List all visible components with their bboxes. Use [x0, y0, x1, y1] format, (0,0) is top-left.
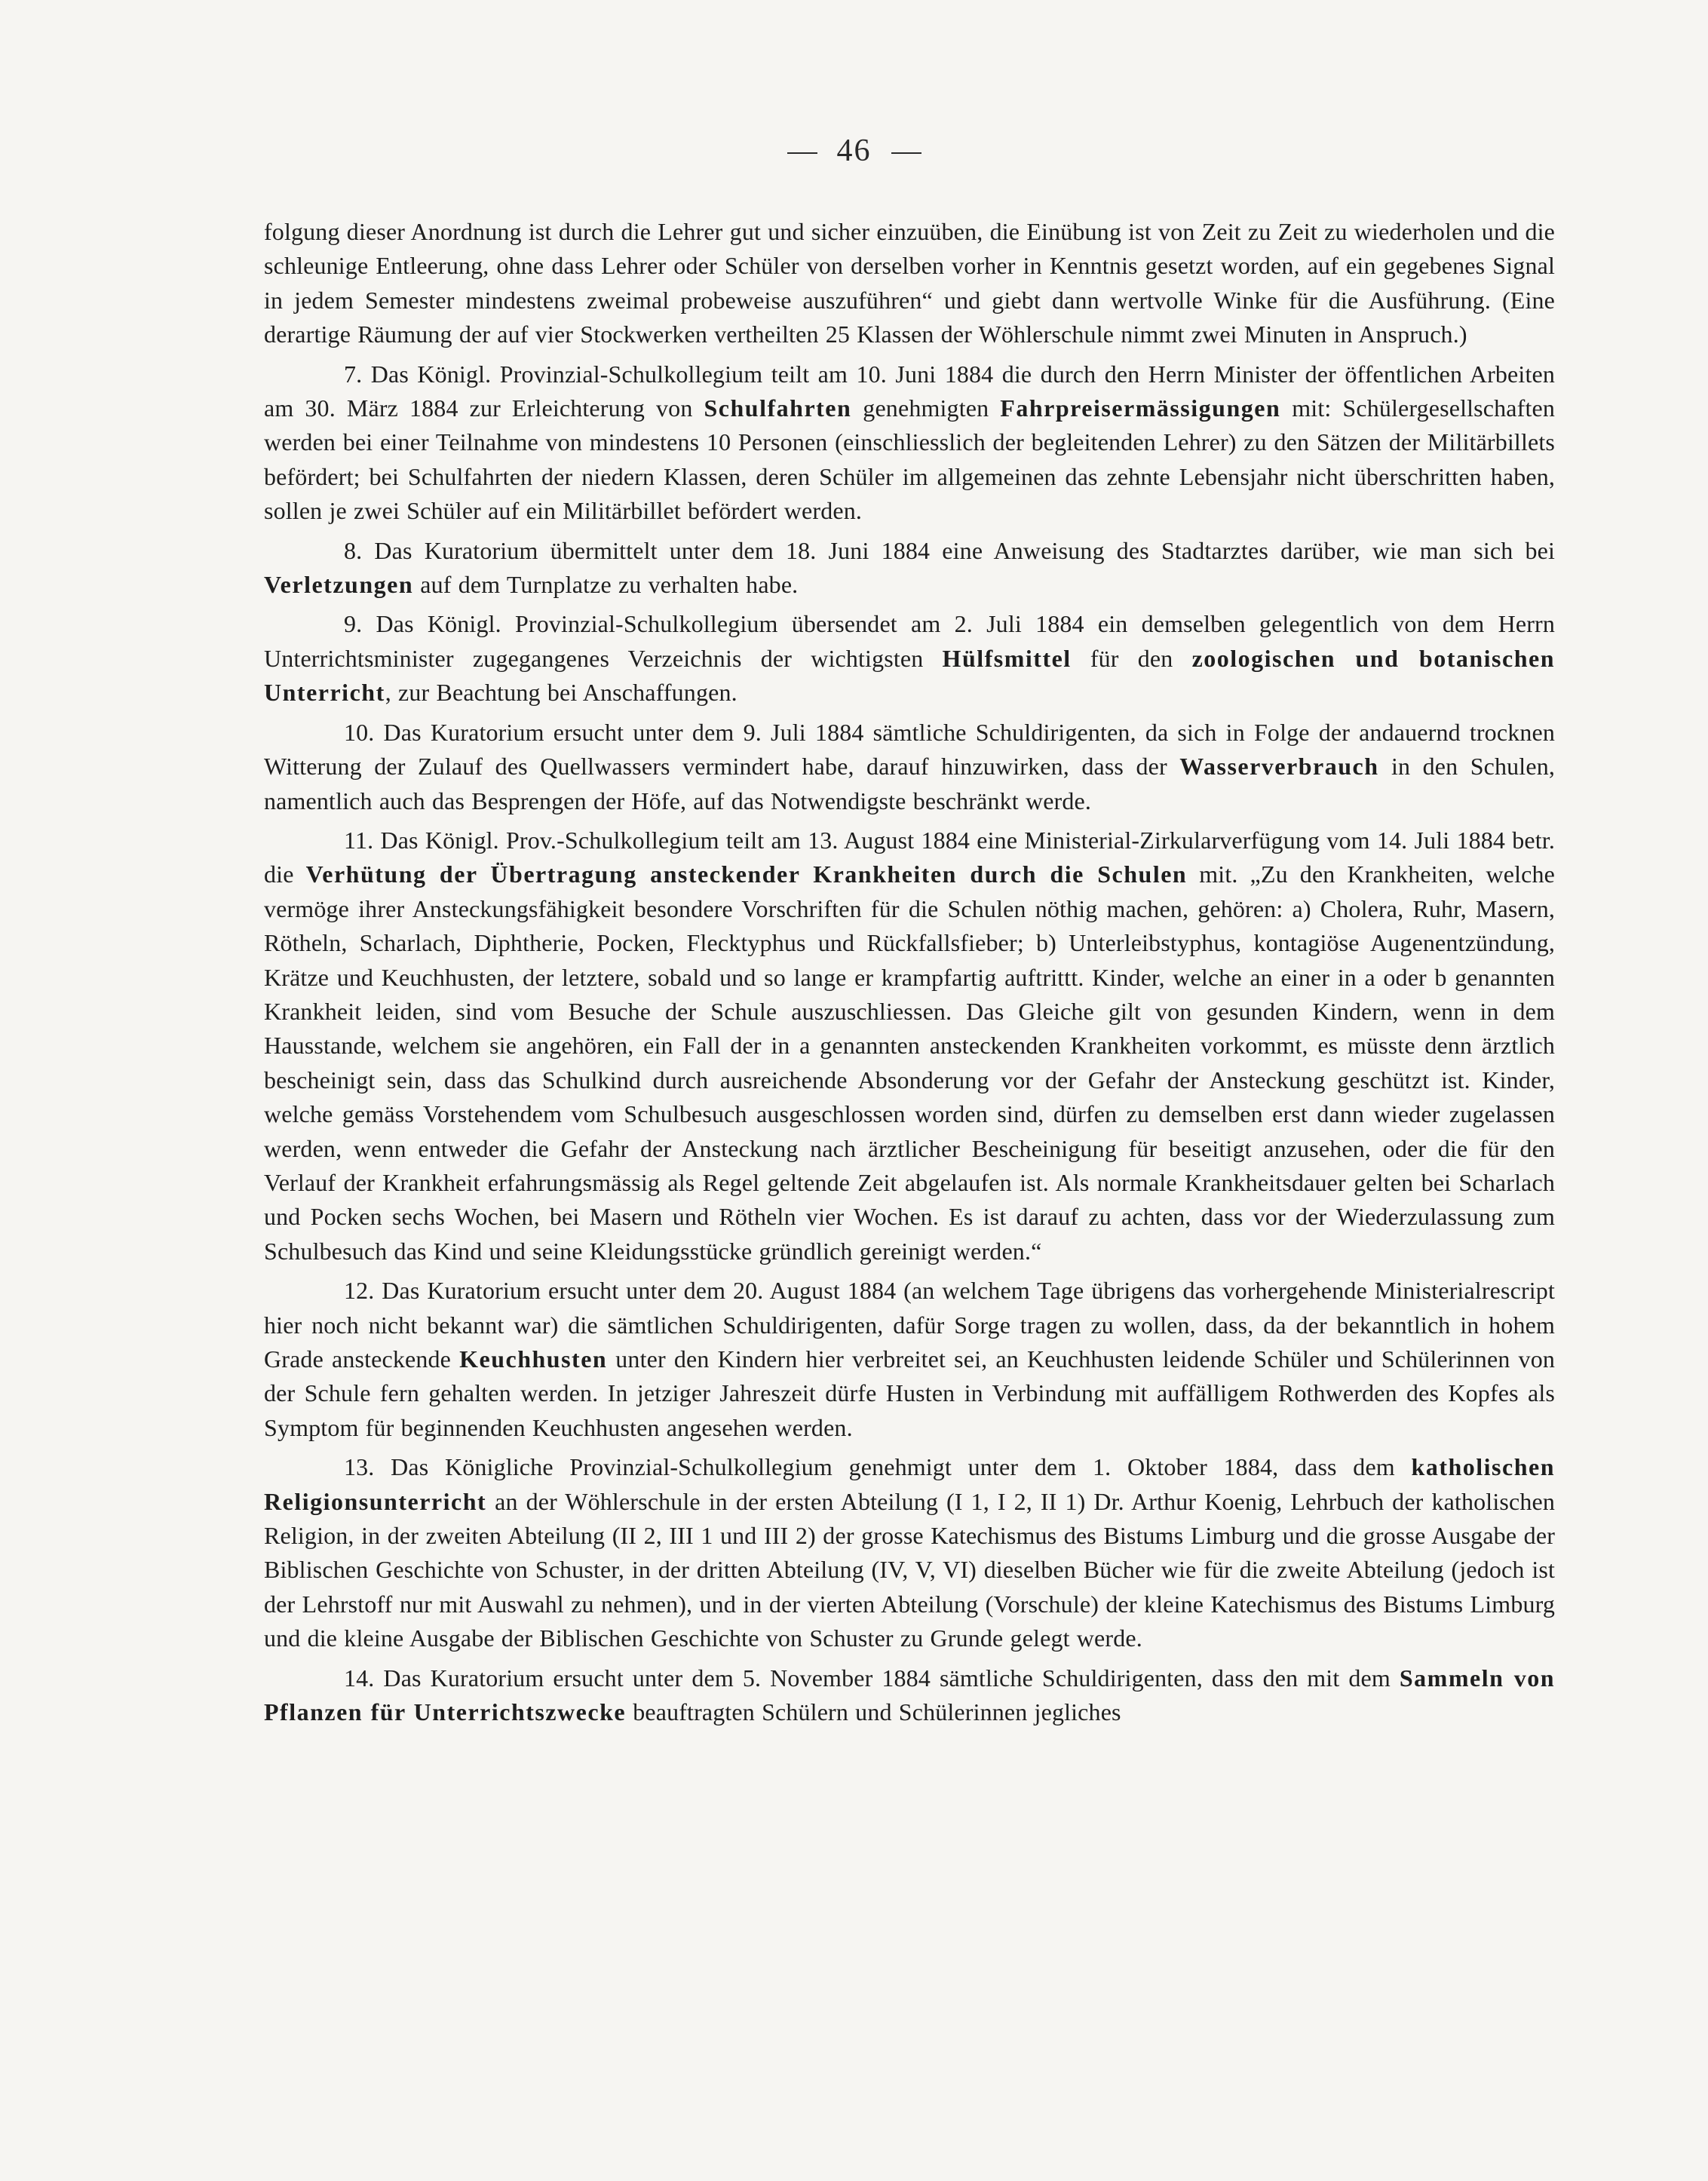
text-segment: mit. „Zu den Krankheiten, welche vermöge ihrer Ansteckungsfähigkeit besondere Vorschriften für die Schulen nöthig machen, gehören: a) Cholera, Ruhr, Masern, Rötheln, Scharlach, Diphtherie, Pocken, Flecktyphus und Rückfallsfieber; b) Unterleibstyphus, kontagiöse Augenentzündung, Krätze und Keuchhusten, der letztere, sobald und so lange er krampfartig auftrittt. Kinder, welche an einer in a oder b genannten Krankheit leiden, sind vom Besuche der Schule auszuschliessen. Das Gleiche gilt von gesunden Kindern, wenn in dem Hausstande, welchem sie angehören, ein Fall der in a genannten ansteckenden Krankheiten vorkommt, es müsste denn ärztlich bescheinigt sein, dass das Schulkind durch ausreichende Absonderung vor der Gefahr der Ansteckung geschützt ist. Kinder, welche gemäss Vorstehendem vom Schulbesuch ausgeschlossen worden sind, dürfen zu demselben erst dann wieder zugelassen werden, wenn entweder die Gefahr der Ansteckung nach ärztlicher Bescheinigung für beseitigt anzusehen, oder die für den Verlauf der Krankheit erfahrungsmässig als Regel geltende Zeit abgelaufen ist. Als normale Krankheitsdauer gelten bei Scharlach und Pocken sechs Wochen, bei Masern und Rötheln vier Wochen. Es ist darauf zu achten, dass vor der Wiederzulassung zum Schulbesuch das Kind und seine Kleidungsstücke gründlich gereinigt werden.“	[264, 860, 1555, 1265]
emphasis-verhuetung: Verhütung der Übertragung ansteckender Krankheiten durch die Schulen	[305, 860, 1188, 888]
emphasis-schulfahrten: Schulfahrten	[704, 394, 852, 422]
emphasis-religionsunterricht: katholischen Religionsunterricht	[264, 1453, 1555, 1515]
emphasis-fahrpreisermaessigungen: Fahrpreisermässigungen	[1000, 394, 1281, 422]
text-segment: unter den Kindern hier verbreitet sei, an Keuchhusten leidende Schüler und Schülerinnen von der Schule fern gehalten werden. In jetziger Jahreszeit dürfe Husten in Verbindung mit auffälligem Rothwerden des Kopfes als Symptom für beginnenden Keuchhusten angesehen werden.	[264, 1345, 1555, 1441]
paragraph-item-8	[264, 534, 1555, 603]
emphasis-sammeln-von-pflanzen: Sammeln von Pflanzen für Unterrichtszwecke	[264, 1664, 1556, 1726]
paragraph-item-12	[264, 1274, 1555, 1445]
text-segment: 11. Das Königl. Prov.-Schulkollegium teilt am 13. August 1884 eine Ministerial-Zirkularverfügung vom 14. Juli 1884 betr. die	[264, 826, 1555, 888]
right-dash	[891, 152, 921, 154]
text-segment: an der Wöhlerschule in der ersten Abteilung (I 1, I 2, II 1) Dr. Arthur Koenig, Lehrbuch der katholischen Religion, in der zweiten Abteilung (II 2, III 1 und III 2) der grosse Katechismus des Bistums Limburg und die grosse Ausgabe der Biblischen Geschichte von Schuster, in der dritten Abteilung (IV, V, VI) dieselben Bücher wie für die zweite Abteilung (jedoch ist der Lehrstoff nur mit Auswahl zu nehmen), und in der vierten Abteilung (Vorschule) der kleine Katechismus des Bistums Limburg und die kleine Ausgabe der Biblischen Geschichte von Schuster zu Grunde gelegt werde.	[264, 1487, 1555, 1652]
text-segment: 10. Das Kuratorium ersucht unter dem 9. Juli 1884 sämtliche Schuldirigenten, da sich in Folge der andauernd trocknen Witterung der Zulauf des Quellwassers vermindert habe, darauf hinzuwirken, dass der	[264, 718, 1555, 781]
text-segment: , zur Beachtung bei Anschaffungen.	[385, 679, 737, 707]
text-segment: 7. Das Königl. Provinzial-Schulkollegium teilt am 10. Juni 1884 die durch den Herrn Minister der öffentlichen Arbeiten am 30. März 1884 zur Erleichterung von	[264, 360, 1555, 422]
text-segment: folgung dieser Anordnung ist durch die Lehrer gut und sicher einzuüben, die Einübung ist von Zeit zu Zeit zu wiederholen und die schleunige Entleerung, ohne dass Lehrer oder Schüler von derselben vorher in Kenntnis gesetzt worden, auf ein gegebenes Signal in jedem Semester mindestens zweimal probeweise auszuführen“ und giebt dann wertvolle Winke für die Ausführung. (Eine derartige Räumung der auf vier Stockwerken vertheilten 25 Klassen der Wöhlerschule nimmt zwei Minuten in Anspruch.)	[264, 218, 1555, 348]
emphasis-verletzungen: Verletzungen	[264, 571, 414, 599]
text-segment: 14. Das Kuratorium ersucht unter dem 5. November 1884 sämtliche Schuldirigenten, dass den mit dem	[344, 1664, 1400, 1692]
text-segment: für den	[1071, 644, 1192, 672]
text-segment: beauftragten Schülern und Schülerinnen jegliches	[626, 1698, 1121, 1726]
text-segment: mit: Schülergesellschaften werden bei einer Teilnahme von mindestens 10 Personen (einschliesslich der begleitenden Lehrer) zu den Sätzen der Militärbillets befördert; bei Schulfahrten der niedern Klassen, deren Schüler im allgemeinen das zehnte Lebensjahr nicht überschritten haben, sollen je zwei Schüler auf ein Militärbillet befördert werden.	[264, 394, 1555, 525]
text-segment: genehmigten	[851, 394, 1001, 422]
text-segment: 9. Das Königl. Provinzial-Schulkollegium übersendet am 2. Juli 1884 ein demselben gelegentlich von dem Herrn Unterrichtsminister zugegangenes Verzeichnis der wichtigsten	[264, 610, 1555, 672]
emphasis-huelfsmittel: Hülfsmittel	[942, 644, 1072, 672]
page-number-value: 46	[836, 133, 872, 168]
paragraph-item-13	[264, 1450, 1555, 1655]
paragraph-continuation	[264, 215, 1555, 352]
emphasis-keuchhusten: Keuchhusten	[459, 1345, 608, 1373]
paragraph-item-7	[264, 357, 1555, 529]
emphasis-unterricht: zoologischen und botanischen Unterricht	[264, 644, 1555, 707]
body-text	[264, 215, 1555, 1735]
emphasis-wasserverbrauch: Wasserverbrauch	[1179, 753, 1379, 781]
paragraph-item-9	[264, 607, 1555, 710]
paragraph-item-10	[264, 716, 1555, 818]
page-number	[0, 133, 1708, 169]
text-segment: auf dem Turnplatze zu verhalten habe.	[413, 571, 799, 599]
text-segment: in den Schulen, namentlich auch das Besprengen der Höfe, auf das Notwendigste beschränkt werde.	[264, 753, 1555, 814]
paragraph-item-11	[264, 824, 1555, 1268]
left-dash	[787, 152, 817, 154]
text-segment: 8. Das Kuratorium übermittelt unter dem 18. Juni 1884 eine Anweisung des Stadtarztes darüber, wie man sich bei	[344, 536, 1555, 564]
text-segment: 13. Das Königliche Provinzial-Schulkollegium genehmigt unter dem 1. Oktober 1884, dass dem	[344, 1453, 1412, 1481]
paragraph-item-14	[264, 1661, 1555, 1730]
text-segment: 12. Das Kuratorium ersucht unter dem 20. August 1884 (an welchem Tage übrigens das vorhergehende Ministerialrescript hier noch nicht bekannt war) die sämtlichen Schuldirigenten, dafür Sorge tragen zu wollen, dass, da der bekanntlich in hohem Grade ansteckende	[264, 1277, 1555, 1373]
